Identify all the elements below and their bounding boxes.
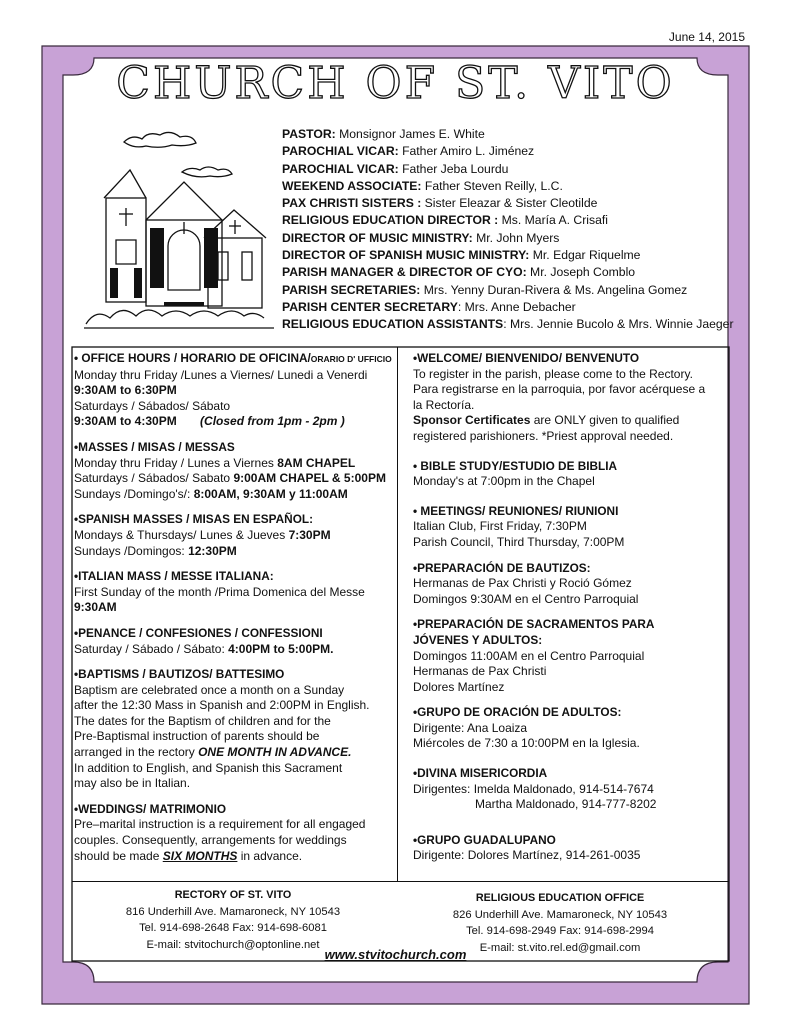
staff-role: DIRECTOR OF MUSIC MINISTRY: <box>282 230 473 245</box>
staff-role: RELIGIOUS EDUCATION ASSISTANTS <box>282 317 504 332</box>
rectory-contact <box>88 887 378 953</box>
baptisms-line: after the 12:30 Mass in Spanish and 2:00PM in English. <box>74 698 370 713</box>
staff-role: PAROCHIAL VICAR: <box>282 161 399 176</box>
religious-education-heading: RELIGIOUS EDUCATION OFFICE <box>475 892 645 904</box>
staff-role: PAX CHRISTI SISTERS : <box>282 196 422 211</box>
staff-role: PARISH SECRETARIES: <box>282 282 421 297</box>
staff-name: Father Steven Reilly, L.C. <box>421 178 563 193</box>
right-column <box>413 351 725 874</box>
penance-heading: •PENANCE / CONFESIONES / CONFESSIONI <box>74 625 323 640</box>
staff-name: Father Jeba Lourdu <box>398 161 509 176</box>
weddings-heading: •WEDDINGS/ MATRIMONIO <box>74 801 227 816</box>
weddings-line: Pre–marital instruction is a requirement for all engaged <box>74 817 366 832</box>
staff-row <box>282 195 734 212</box>
staff-name: : Mrs. Anne Debacher <box>457 299 576 314</box>
bible-study-heading: • BIBLE STUDY/ESTUDIO DE BIBLIA <box>413 458 618 473</box>
rectory-address: 816 Underhill Ave. Mamaroneck, NY 10543 <box>125 905 341 918</box>
staff-role: PASTOR: <box>282 127 336 141</box>
sacramentos-section <box>413 617 725 695</box>
penance-section <box>74 626 394 657</box>
baptisms-emphasis: ONE MONTH IN ADVANCE. <box>198 745 352 760</box>
office-hours-line: Saturdays / Sábados/ Sábato <box>74 398 231 413</box>
welcome-section <box>413 351 725 445</box>
staff-name: Mr. Joseph Comblo <box>526 265 636 280</box>
staff-name: Mrs. Yenny Duran-Rivera & Ms. Angelina Gomez <box>420 282 688 297</box>
baptisms-line: In addition to English, and Spanish this Sacrament <box>74 760 343 775</box>
divina-section <box>413 766 725 813</box>
weddings-line: in advance. <box>237 848 303 863</box>
baptisms-line: may also be in Italian. <box>74 776 191 791</box>
office-hours-heading-small: ORARIO D' UFFICIO <box>310 354 392 364</box>
weddings-emphasis: SIX MONTHS <box>162 848 238 863</box>
italian-mass-heading: •ITALIAN MASS / MESSE ITALIANA: <box>74 569 274 584</box>
sponsor-certificates-label: Sponsor Certificates <box>413 413 531 428</box>
masses-heading: •MASSES / MISAS / MESSAS <box>74 439 235 454</box>
baptisms-line: The dates for the Baptism of children and for the <box>74 713 331 728</box>
staff-row <box>282 282 734 299</box>
staff-role: WEEKEND ASSOCIATE: <box>282 178 422 193</box>
divina-line: Martha Maldonado, 914-777-8202 <box>475 797 657 812</box>
guadalupano-line: Dirigente: Dolores Martínez, 914-261-0035 <box>413 848 641 863</box>
footer-divider <box>72 881 729 882</box>
sacramentos-line: Hermanas de Pax Christi <box>413 664 547 679</box>
welcome-line: are ONLY given to qualified <box>530 413 680 428</box>
office-hours-line: Monday thru Friday /Lunes a Viernes/ Lunedi a Venerdi <box>74 367 368 382</box>
welcome-line: To register in the parish, please come to the Rectory. <box>413 366 693 381</box>
staff-list <box>282 126 734 334</box>
left-column <box>74 351 394 874</box>
baptisms-section <box>74 667 394 792</box>
weddings-line: couples. Consequently, arrangements for weddings <box>74 833 347 848</box>
oracion-line: Miércoles de 7:30 a 10:00PM en la Iglesia. <box>413 736 640 751</box>
welcome-line: la Rectoría. <box>413 397 475 412</box>
guadalupano-section <box>413 833 725 864</box>
office-hours-section <box>74 351 394 430</box>
baptisms-line: Pre-Baptismal instruction of parents should be <box>74 729 320 744</box>
weddings-line: should be made <box>74 848 163 863</box>
bible-study-line: Monday's at 7:00pm in the Chapel <box>413 474 595 489</box>
welcome-heading: •WELCOME/ BIENVENIDO/ BENVENUTO <box>413 351 640 365</box>
spanish-masses-line: Sundays /Domingos: <box>74 543 189 558</box>
bautizos-section <box>413 561 725 608</box>
spanish-masses-heading: •SPANISH MASSES / MISAS EN ESPAÑOL: <box>74 512 314 527</box>
masses-time: 8:00AM, 9:30AM y 11:00AM <box>193 486 348 501</box>
sacramentos-line: Dolores Martínez <box>413 679 505 694</box>
rectory-heading: RECTORY OF ST. VITO <box>174 889 292 901</box>
divina-heading: •DIVINA MISERICORDIA <box>413 766 548 781</box>
staff-role: DIRECTOR OF SPANISH MUSIC MINISTRY: <box>282 248 530 263</box>
staff-row <box>282 161 734 178</box>
staff-row <box>282 316 734 333</box>
italian-mass-line: First Sunday of the month /Prima Domenica del Messe <box>74 584 365 599</box>
religious-education-address: 826 Underhill Ave. Mamaroneck, NY 10543 <box>452 908 668 921</box>
spanish-masses-time: 7:30PM <box>288 527 331 542</box>
masses-line: Sundays /Domingo's/: <box>74 486 194 501</box>
bible-study-section <box>413 459 725 490</box>
religious-education-email: E-mail: st.vito.rel.ed@gmail.com <box>479 941 641 954</box>
staff-name: Mr. John Myers <box>472 230 560 245</box>
baptisms-line: arranged in the rectory <box>74 745 199 760</box>
staff-name: : Mrs. Jennie Bucolo & Mrs. Winnie Jaeger <box>503 317 734 332</box>
office-hours-line: 9:30AM to 4:30PM <box>74 414 177 429</box>
baptisms-heading: •BAPTISMS / BAUTIZOS/ BATTESIMO <box>74 667 285 682</box>
penance-line: Saturday / Sábado / Sábato: <box>74 641 229 656</box>
masses-time: 8AM CHAPEL <box>277 455 356 470</box>
staff-name: Sister Eleazar & Sister Cleotilde <box>421 196 598 211</box>
office-hours-note: (Closed from 1pm - 2pm ) <box>200 414 345 429</box>
website-link[interactable]: www.stvitochurch.com <box>324 947 467 962</box>
masses-section <box>74 440 394 502</box>
staff-row <box>282 126 734 143</box>
meetings-heading: • MEETINGS/ REUNIONES/ RIUNIONI <box>413 503 619 518</box>
oracion-heading: •GRUPO DE ORACIÓN DE ADULTOS: <box>413 705 622 720</box>
welcome-line: registered parishioners. *Priest approval needed. <box>413 428 674 443</box>
italian-mass-section <box>74 569 394 616</box>
staff-name: Ms. María A. Crisafi <box>498 213 608 228</box>
masses-line: Saturdays / Sábados/ Sabato <box>74 471 234 486</box>
staff-row <box>282 299 734 316</box>
sacramentos-heading-2: JÓVENES Y ADULTOS: <box>413 632 543 647</box>
welcome-line: Para registrarse en la parroquia, por favor acérquese a <box>413 382 706 397</box>
penance-time: 4:00PM to 5:00PM. <box>228 641 334 656</box>
staff-name: Mr. Edgar Riquelme <box>529 248 641 263</box>
staff-row <box>282 212 734 229</box>
meetings-line: Parish Council, Third Thursday, 7:00PM <box>413 534 625 549</box>
staff-role: PARISH MANAGER & DIRECTOR OF CYO: <box>282 265 527 280</box>
meetings-section <box>413 504 725 551</box>
weddings-section <box>74 802 394 864</box>
staff-role: PARISH CENTER SECRETARY <box>282 299 458 314</box>
italian-mass-time: 9:30AM <box>74 600 117 615</box>
meetings-line: Italian Club, First Friday, 7:30PM <box>413 519 587 534</box>
staff-row <box>282 264 734 281</box>
divina-line: Dirigentes: Imelda Maldonado, 914-514-7674 <box>413 781 654 796</box>
staff-name: Father Amiro L. Jiménez <box>398 144 535 159</box>
staff-row <box>282 178 734 195</box>
staff-name: Monsignor James E. White <box>335 127 485 141</box>
spanish-masses-line: Mondays & Thursdays/ Lunes & Jueves <box>74 527 289 542</box>
rectory-email: E-mail: stvitochurch@optonline.net <box>146 938 320 951</box>
sacramentos-line: Domingos 11:00AM en el Centro Parroquial <box>413 648 645 663</box>
column-divider <box>397 347 398 881</box>
spanish-masses-time: 12:30PM <box>188 543 237 558</box>
masses-line: Monday thru Friday / Lunes a Viernes <box>74 455 278 470</box>
bautizos-line: Hermanas de Pax Christi y Roció Gómez <box>413 576 632 591</box>
staff-row <box>282 230 734 247</box>
church-drawing-icon <box>84 128 274 333</box>
staff-row <box>282 143 734 160</box>
office-hours-line: 9:30AM to 6:30PM <box>74 383 177 398</box>
office-hours-heading: • OFFICE HOURS / HORARIO DE OFICINA/ <box>74 351 311 365</box>
page-title: CHURCH OF ST. VITO <box>116 58 675 109</box>
baptisms-line: Baptism are celebrated once a month on a Sunday <box>74 682 345 697</box>
sacramentos-heading: •PREPARACIÓN DE SACRAMENTOS PARA <box>413 617 655 632</box>
staff-role: PAROCHIAL VICAR: <box>282 144 399 159</box>
bautizos-line: Domingos 9:30AM en el Centro Parroquial <box>413 591 639 606</box>
spanish-masses-section <box>74 512 394 559</box>
date: June 14, 2015 <box>668 30 745 44</box>
oracion-line: Dirigente: Ana Loaiza <box>413 720 528 735</box>
guadalupano-heading: •GRUPO GUADALUPANO <box>413 832 556 847</box>
religious-education-phone: Tel. 914-698-2949 Fax: 914-698-2994 <box>466 925 654 937</box>
oracion-section <box>413 705 725 752</box>
rectory-phone: Tel. 914-698-2648 Fax: 914-698-6081 <box>139 922 327 934</box>
staff-row <box>282 247 734 264</box>
staff-role: RELIGIOUS EDUCATION DIRECTOR : <box>282 213 499 228</box>
bautizos-heading: •PREPARACIÓN DE BAUTIZOS: <box>413 560 591 575</box>
masses-time: 9:00AM CHAPEL & 5:00PM <box>233 471 386 486</box>
